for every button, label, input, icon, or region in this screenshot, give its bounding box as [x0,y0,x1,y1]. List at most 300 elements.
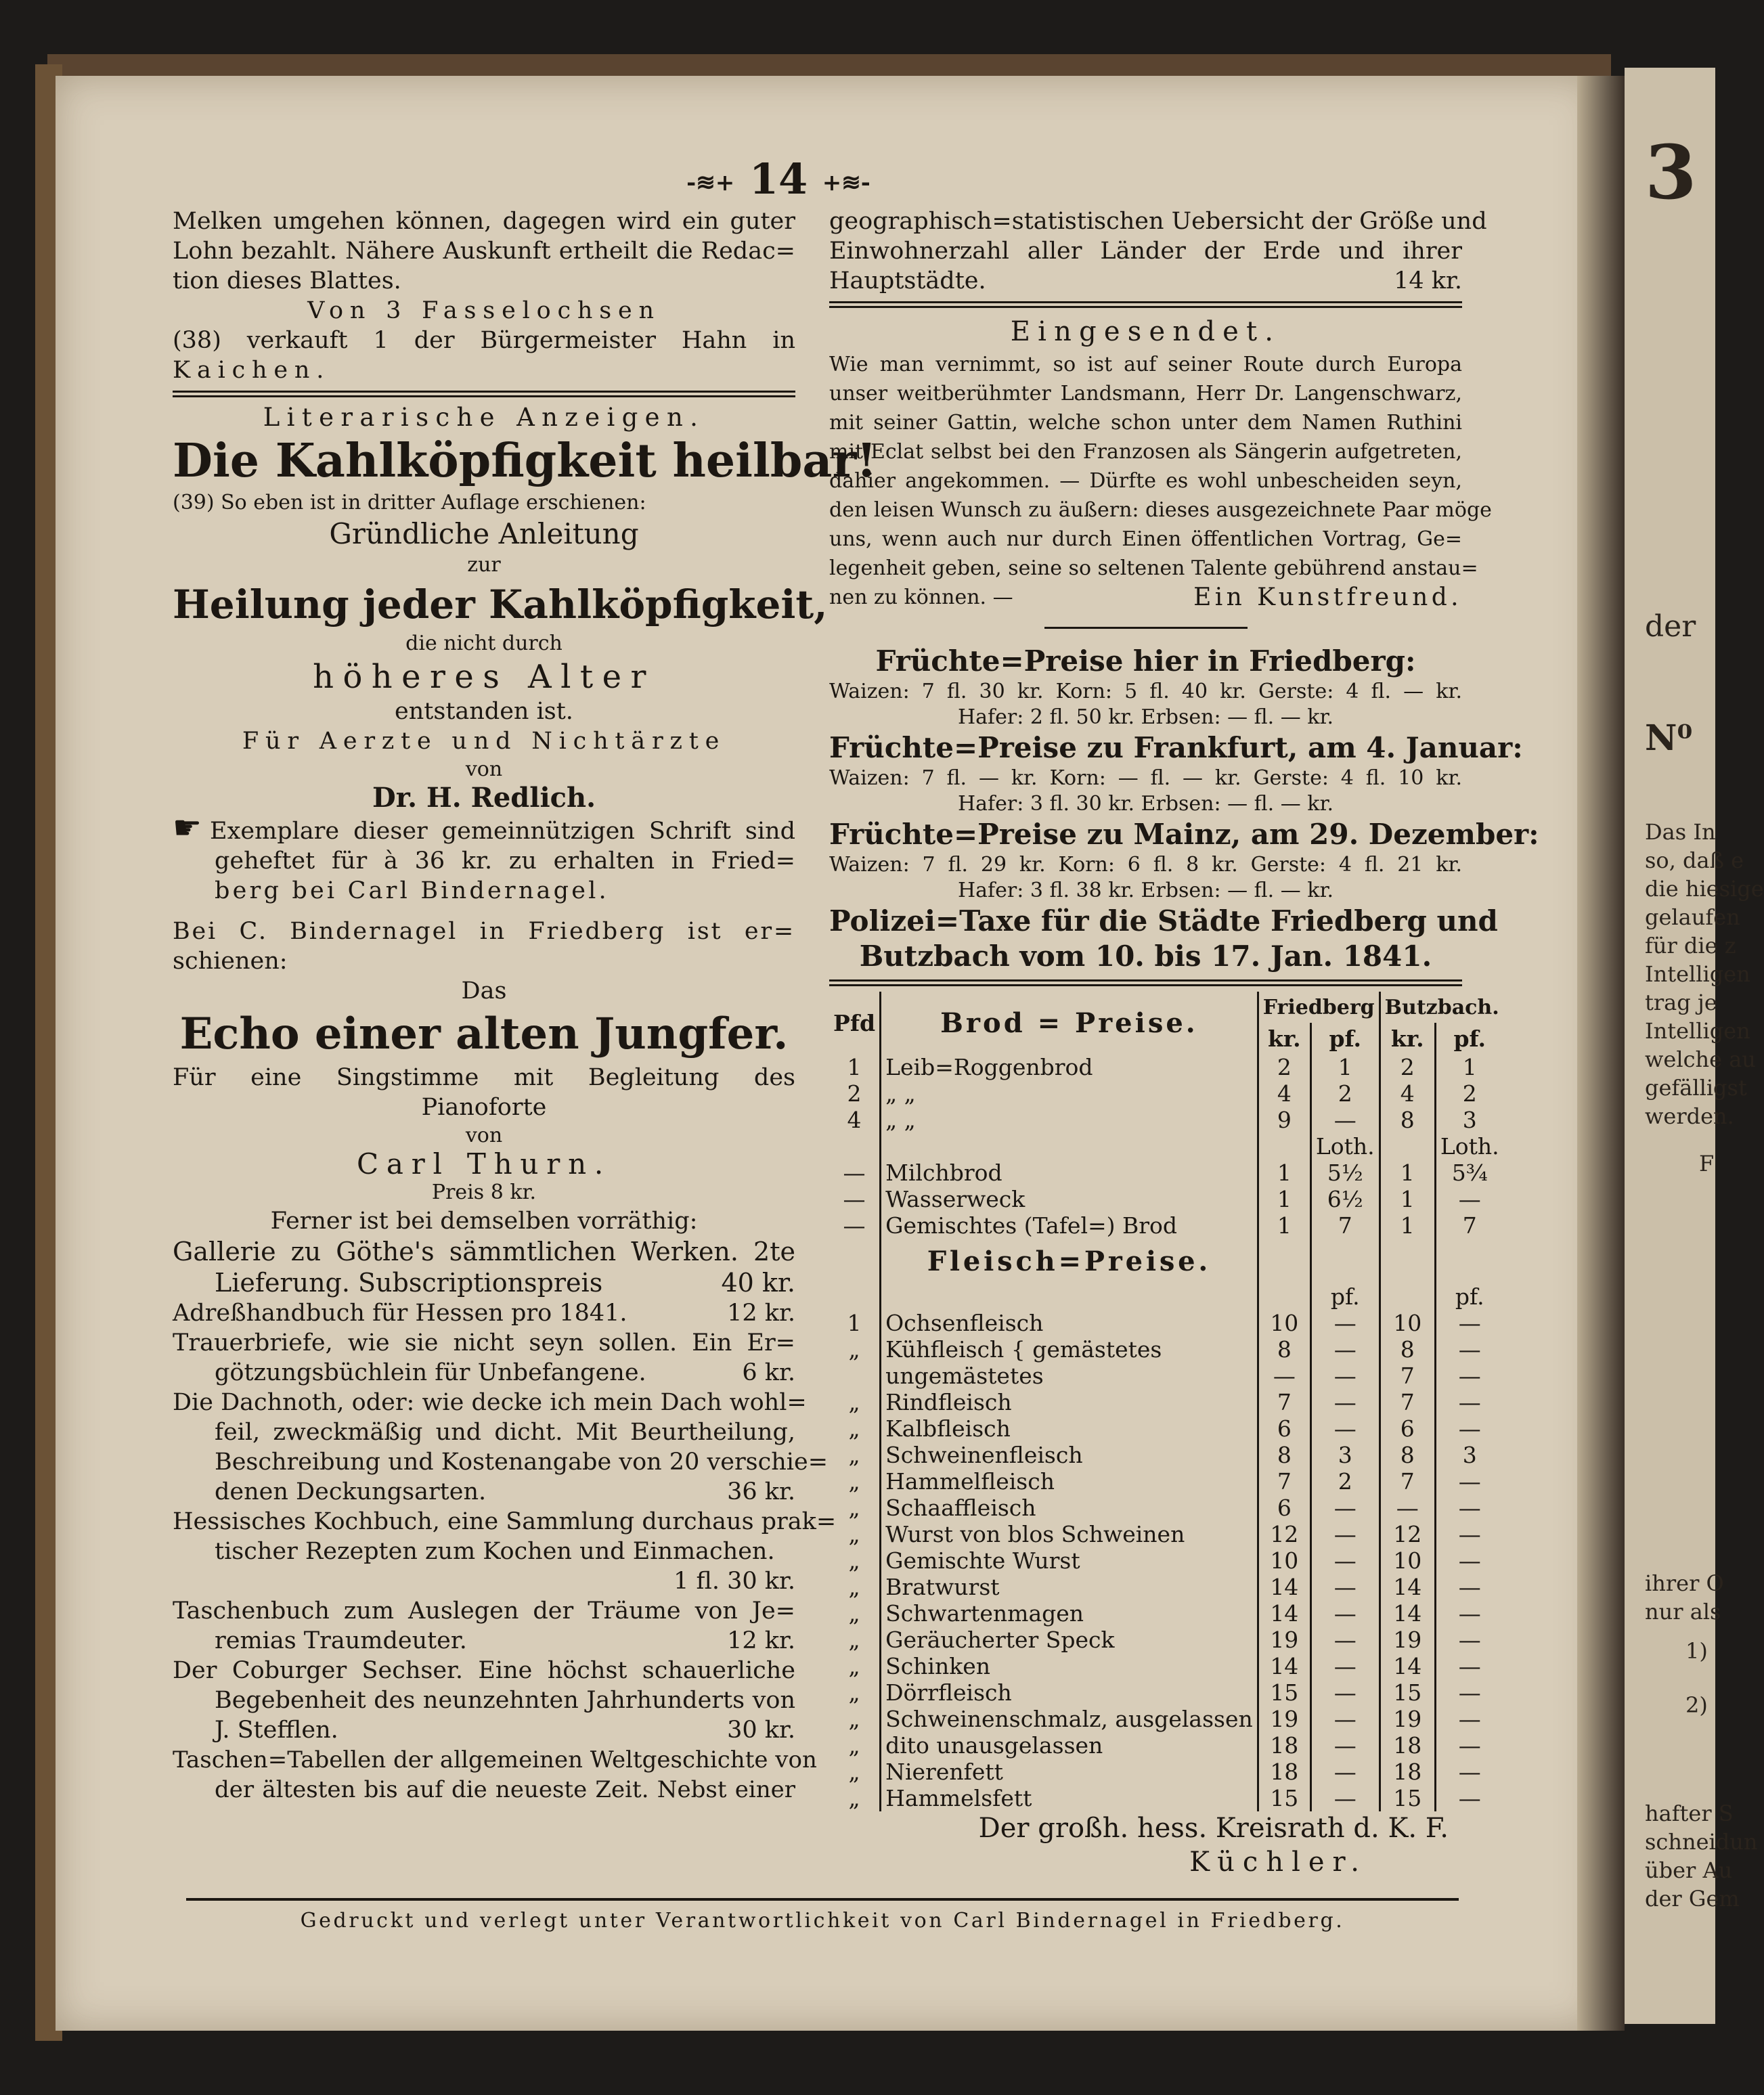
cell-weight: „ [848,1336,860,1363]
cell-item: Nierenfett [881,1759,1258,1785]
cell-weight: 1 [847,1054,862,1080]
page-number-value: 14 [749,154,808,204]
loth-row [829,1133,1503,1160]
cell-item: Hammelsfett [881,1785,1258,1811]
table-row [829,1706,1503,1732]
cell-butzbach-kr: 18 [1380,1732,1435,1759]
catalog-item: Taschen=Tabellen der allgemeinen Weltgeschichte von [173,1746,817,1773]
cell-friedberg-pf: — [1310,1574,1380,1600]
fruit-heading: Früchte=Preise zu Mainz, am 29. Dezember: [829,818,1539,851]
cell-butzbach-pf: — [1435,1495,1503,1521]
catalog-item: Beschreibung und Kostenangabe von 20 verschie= [215,1449,829,1476]
table-row [829,1363,1503,1389]
cell-friedberg-pf: — [1310,1547,1380,1574]
cell-item: Wasserweck [881,1186,1258,1212]
cell-item: Gemischte Wurst [881,1547,1258,1574]
ad39-author: Dr. H. Redlich. [372,782,596,814]
eing-line: mit seiner Gattin, welche schon unter dem Namen Ruthini [829,411,1462,435]
cell-item: Hammelfleisch [881,1468,1258,1495]
np-line: schneidun [1645,1829,1758,1855]
cell-butzbach-pf: — [1435,1732,1503,1759]
cell-item: Kühfleisch { gemästetes [881,1336,1258,1363]
pf-label: pf. [1310,1283,1380,1310]
cell-butzbach-pf: 7 [1435,1212,1503,1239]
cell-friedberg-kr: 15 [1258,1679,1310,1706]
cell-weight: 4 [847,1107,862,1133]
fleisch-heading-row [829,1239,1503,1283]
header-pf: pf. [1435,1023,1503,1054]
pf-label: pf. [1435,1283,1503,1310]
np-line: Das In [1645,819,1716,845]
cell-butzbach-kr: 19 [1380,1706,1435,1732]
cell-weight: „ [848,1732,860,1759]
item-text: Lieferung. Subscriptionspreis [215,1268,603,1298]
eing-line [829,583,1462,612]
table-row [829,1468,1503,1495]
table-row [829,1389,1503,1415]
cell-butzbach-pf: 3 [1435,1442,1503,1468]
table-row [829,1785,1503,1811]
table-row [829,1653,1503,1679]
polizei-heading: Butzbach vom 10. bis 17. Jan. 1841. [859,940,1432,973]
eing-line: unser weitberühmter Landsmann, Herr Dr. Langenschwarz, [829,382,1462,405]
cell-friedberg-pf: 7 [1310,1212,1380,1239]
page-number [677,154,880,204]
cell-item: Dörrfleisch [881,1679,1258,1706]
cell-butzbach-kr: 14 [1380,1653,1435,1679]
table-row [829,1186,1503,1212]
eing-line: uns, wenn auch nur durch Einen öffentlichen Vortrag, Ge= [829,527,1462,551]
cell-weight: „ [848,1627,860,1653]
cell-item: Leib=Roggenbrod [881,1054,1258,1080]
item-text: denen Deckungsarten. [215,1478,487,1505]
text-line: Lohn bezahlt. Nähere Auskunft ertheilt die Redac= [173,238,795,265]
ad38-heading: Von 3 Fasselochsen [307,297,661,324]
right-column [829,206,1539,1879]
item-price: 36 kr. [727,1478,795,1505]
cell-butzbach-kr: 7 [1380,1468,1435,1495]
header-pfd: Pfd [833,1009,876,1036]
cell-friedberg-kr: 10 [1258,1310,1310,1336]
table-row [829,1600,1503,1627]
next-page-fragment: 3 der N⁰ Das In so, daß e die hiesige gelaufen für die z Intelligen trag je Intelligen welche au gefälligst werden. F ihrer O nur als 1) 2) hafter S schneidun über Au der Gem [1625,68,1715,2024]
item-text: nen zu können. — [829,586,1013,609]
cell-butzbach-kr: 7 [1380,1363,1435,1389]
cell-butzbach-pf: — [1435,1759,1503,1785]
cell-friedberg-pf: — [1310,1759,1380,1785]
header-kr: kr. [1258,1023,1310,1054]
catalog-item: Hessisches Kochbuch, eine Sammlung durchaus prak= [173,1508,837,1535]
ad39-note-line: geheftet für à 36 kr. zu erhalten in Fried= [215,847,795,875]
item-text: J. Stefflen. [215,1717,338,1744]
divider [173,391,795,397]
catalog-item: Die Dachnoth, oder: wie decke ich mein Dach wohl= [173,1389,807,1416]
cell-butzbach-pf: — [1435,1679,1503,1706]
table-row [829,1495,1503,1521]
np-line: Intelligen [1645,1018,1750,1044]
cell-butzbach-kr: 4 [1380,1080,1435,1107]
cell-weight: „ [848,1679,860,1706]
table-row [829,1310,1503,1336]
cell-friedberg-pf: — [1310,1706,1380,1732]
cell-friedberg-pf: 5½ [1310,1160,1380,1186]
cell-weight: — [843,1160,866,1186]
cell-butzbach-kr: 14 [1380,1574,1435,1600]
table-row [829,1759,1503,1785]
cell-friedberg-pf: 2 [1310,1080,1380,1107]
cell-friedberg-pf: — [1310,1336,1380,1363]
ad39-main-title: Heilung jeder Kahlköpfigkeit, [173,581,828,627]
cell-friedberg-kr: 8 [1258,1442,1310,1468]
text-line: tion dieses Blattes. [173,267,401,294]
cell-friedberg-kr: 4 [1258,1080,1310,1107]
cell-item: Wurst von blos Schweinen [881,1521,1258,1547]
loth-label: Loth. [1435,1133,1503,1160]
cell-friedberg-pf: 2 [1310,1468,1380,1495]
item-price: 1 fl. 30 kr. [674,1568,795,1595]
cell-butzbach-pf: — [1435,1574,1503,1600]
item-text: götzungsbüchlein für Unbefangene. [215,1359,646,1386]
cell-weight: „ [848,1653,860,1679]
np-line: gefälligst [1645,1075,1747,1101]
cell-butzbach-kr: 15 [1380,1679,1435,1706]
fruit-line: Waizen: 7 fl. — kr. Korn: — fl. — kr. Gerste: 4 fl. 10 kr. [829,766,1462,790]
catalog-item [173,1358,795,1388]
catalog-item [173,1477,795,1507]
eing-line: mit Eclat selbst bei den Franzosen als Sängerin aufgetreten, [829,440,1462,464]
table-row [829,1547,1503,1574]
fruit-line: Waizen: 7 fl. 29 kr. Korn: 6 fl. 8 kr. Gerste: 4 fl. 21 kr. [829,853,1462,877]
divider [1044,627,1248,629]
table-row [829,1679,1503,1706]
table-header [829,992,1503,1023]
imprint: Gedruckt und verlegt unter Verantwortlichkeit von Carl Bindernagel in Friedberg. [300,1909,1345,1933]
catalog-item: Begebenheit des neunzehnten Jahrhunderts von [215,1687,795,1714]
book-gutter [1577,76,1625,2031]
cell-weight: „ [848,1495,860,1521]
fruit-heading: Früchte=Preise zu Frankfurt, am 4. Januar: [829,731,1523,764]
echo-author: Carl Thurn. [357,1147,611,1181]
cell-friedberg-pf: 3 [1310,1442,1380,1468]
cell-butzbach-kr: 10 [1380,1310,1435,1336]
brod-rows [829,1054,1503,1133]
ad39-line: zur [467,553,501,577]
text-line: Melken umgehen können, dagegen wird ein guter [173,208,795,235]
cell-friedberg-kr: 8 [1258,1336,1310,1363]
catalog-item: Taschenbuch zum Auslegen der Träume von Je= [173,1597,795,1625]
cell-weight: — [843,1186,866,1212]
signature-name: Küchler. [1189,1847,1367,1878]
catalog-item [173,1715,795,1745]
eingesendet-heading: Eingesendet. [1010,316,1281,347]
catalog-item: der ältesten bis auf die neueste Zeit. Nebst einer [215,1776,795,1803]
cell-butzbach-kr: 12 [1380,1521,1435,1547]
echo-price: Preis 8 kr. [431,1181,537,1204]
cell-weight: — [843,1212,866,1239]
ad39-line: Für Aerzte und Nichtärzte [242,728,726,755]
loth-label: Loth. [1310,1133,1380,1160]
fruit-line: Hafer: 3 fl. 38 kr. Erbsen: — fl. — kr. [957,879,1334,902]
eing-line: dahier angekommen. — Dürfte es wohl unbescheiden seyn, [829,469,1462,493]
ad39-title: Die Kahlköpfigkeit heilbar! [173,434,877,488]
cell-weight: „ [848,1706,860,1732]
ad38-text: (38) verkauft 1 der Bürgermeister Hahn in [173,327,795,354]
cell-weight: „ [848,1574,860,1600]
cell-weight [829,1363,881,1389]
table-row [829,1107,1503,1133]
cell-friedberg-kr: 6 [1258,1495,1310,1521]
echo-subtitle: Für eine Singstimme mit Begleitung des [173,1064,795,1091]
cell-butzbach-pf: 1 [1435,1054,1503,1080]
cell-butzbach-kr: 1 [1380,1160,1435,1186]
np-line: 1) [1685,1638,1708,1664]
np-line: Intelligen [1645,961,1750,987]
price-table [829,992,1503,1811]
cell-friedberg-kr: 1 [1258,1186,1310,1212]
item-price: 40 kr. [721,1268,795,1298]
cell-item: Rindfleisch [881,1389,1258,1415]
cell-friedberg-kr: 9 [1258,1107,1310,1133]
cell-item: ungemästetes [881,1363,1258,1389]
cell-butzbach-kr: 10 [1380,1547,1435,1574]
cell-friedberg-kr: 14 [1258,1574,1310,1600]
np-line: die hiesige [1645,876,1764,902]
cell-friedberg-kr: 14 [1258,1600,1310,1627]
cell-item: Schweinenschmalz, ausgelassen [881,1706,1258,1732]
cell-friedberg-kr: 12 [1258,1521,1310,1547]
cell-friedberg-kr: 1 [1258,1212,1310,1239]
text-line: Einwohnerzahl aller Länder der Erde und ihrer [829,238,1462,265]
table-row [829,1336,1503,1363]
cell-friedberg-kr: 19 [1258,1627,1310,1653]
cell-friedberg-kr: 18 [1258,1759,1310,1785]
header-friedberg: Friedberg [1258,992,1380,1023]
pf-row [829,1283,1503,1310]
np-line: über Au [1645,1857,1733,1883]
fruit-line: Hafer: 2 fl. 50 kr. Erbsen: — fl. — kr. [957,705,1334,729]
cell-weight: „ [848,1785,860,1811]
fleisch-heading: Fleisch=Preise. [881,1239,1258,1283]
eing-line: legenheit geben, seine so seltenen Talente gebührend anstau= [829,556,1478,580]
cell-friedberg-kr: — [1258,1363,1310,1389]
bindernagel-line: schienen: [173,948,288,975]
literary-heading: Literarische Anzeigen. [263,403,705,432]
fruit-heading: Früchte=Preise hier in Friedberg: [875,644,1416,678]
cell-item: Schweinenfleisch [881,1442,1258,1468]
cell-weight: „ [848,1389,860,1415]
cell-item: Schwartenmagen [881,1600,1258,1627]
cell-friedberg-pf: — [1310,1495,1380,1521]
cell-butzbach-pf: — [1435,1600,1503,1627]
echo-von: von [465,1124,503,1147]
cell-butzbach-kr: 1 [1380,1212,1435,1239]
cell-butzbach-pf: — [1435,1547,1503,1574]
echo-title: Echo einer alten Jungfer. [179,1009,789,1059]
ornament-right: +≋- [822,169,870,196]
cell-item: dito unausgelassen [881,1732,1258,1759]
catalog-item: feil, zweckmäßig und dicht. Mit Beurtheilung, [215,1419,795,1446]
cell-butzbach-kr: 8 [1380,1336,1435,1363]
cell-butzbach-pf: — [1435,1389,1503,1415]
divider [829,301,1462,308]
ad39-line: höheres Alter [313,658,655,696]
cell-butzbach-kr: 19 [1380,1627,1435,1653]
cell-butzbach-pf: 2 [1435,1080,1503,1107]
eing-line: Wie man vernimmt, so ist auf seiner Route durch Europa [829,353,1462,376]
cell-item: Milchbrod [881,1160,1258,1186]
np-line: werden. [1645,1103,1734,1129]
table-row [829,1080,1503,1107]
cell-butzbach-kr: 18 [1380,1759,1435,1785]
cell-friedberg-kr: 1 [1258,1160,1310,1186]
cell-butzbach-pf: — [1435,1706,1503,1732]
cell-weight: 1 [847,1310,862,1336]
brod-rows-2 [829,1160,1503,1239]
cell-weight: „ [848,1442,860,1468]
ad39-line: entstanden ist. [395,698,573,725]
cell-butzbach-pf: — [1435,1363,1503,1389]
cell-item: Bratwurst [881,1574,1258,1600]
item-price: 30 kr. [727,1717,795,1744]
ad39-note-line: berg bei Carl Bindernagel. [215,877,609,904]
item-text: remias Traumdeuter. [215,1627,467,1654]
ferner-line: Ferner ist bei demselben vorräthig: [270,1208,698,1235]
cell-item: Schaaffleisch [881,1495,1258,1521]
gallerie-line [173,1267,795,1298]
table-row [829,1415,1503,1442]
np-line: der Gem [1645,1886,1740,1912]
cell-item: Ochsenfleisch [881,1310,1258,1336]
cell-friedberg-kr: 15 [1258,1785,1310,1811]
cell-friedberg-kr: 18 [1258,1732,1310,1759]
item-text: Hauptstädte. [829,267,986,294]
catalog-item: tischer Rezepten zum Kochen und Einmachen. [215,1538,775,1565]
table-row [829,1442,1503,1468]
cell-butzbach-kr: 8 [1380,1107,1435,1133]
np-line: ihrer O [1645,1570,1724,1596]
catalog-item: Trauerbriefe, wie sie nicht seyn sollen. Ein Er= [173,1329,795,1357]
echo-subtitle: Pianoforte [421,1094,547,1121]
cell-weight: 2 [847,1080,862,1107]
item-price: 12 kr. [727,1627,795,1654]
echo-das: Das [461,977,507,1005]
item-text: Adreßhandbuch für Hessen pro 1841. [173,1300,627,1327]
np-number-label: N⁰ [1645,718,1693,759]
divider [829,979,1462,986]
np-line: trag je [1645,990,1717,1015]
catalog-item [173,1626,795,1656]
table-row [829,1732,1503,1759]
cell-butzbach-kr: 14 [1380,1600,1435,1627]
cell-item: Schinken [881,1653,1258,1679]
cell-butzbach-pf: — [1435,1310,1503,1336]
cell-friedberg-pf: — [1310,1363,1380,1389]
cell-friedberg-pf: — [1310,1600,1380,1627]
table-row [829,1627,1503,1653]
cell-butzbach-kr: 2 [1380,1054,1435,1080]
cell-friedberg-pf: 6½ [1310,1186,1380,1212]
cell-weight: „ [848,1521,860,1547]
cell-item: Geräucherter Speck [881,1627,1258,1653]
np-line: für die z [1645,933,1736,958]
cell-butzbach-pf: — [1435,1415,1503,1442]
cell-friedberg-pf: — [1310,1415,1380,1442]
cell-weight: „ [848,1468,860,1495]
cell-item: „ „ [881,1107,1258,1133]
cell-butzbach-pf: — [1435,1186,1503,1212]
fruit-line: Hafer: 3 fl. 30 kr. Erbsen: — fl. — kr. [957,792,1334,816]
cell-friedberg-kr: 7 [1258,1389,1310,1415]
table-row [829,1212,1503,1239]
table-row [829,1054,1503,1080]
cell-butzbach-pf: — [1435,1336,1503,1363]
ad39-line: die nicht durch [405,632,563,655]
cell-friedberg-pf: — [1310,1627,1380,1653]
cell-butzbach-pf: — [1435,1653,1503,1679]
ad39-note-line [173,809,795,847]
item-price: 6 kr. [742,1359,795,1386]
cell-friedberg-pf: — [1310,1732,1380,1759]
cell-friedberg-pf: — [1310,1107,1380,1133]
np-line: welche au [1645,1046,1756,1072]
cell-friedberg-pf: — [1310,1521,1380,1547]
np-line: gelaufen [1645,904,1740,930]
signature-line: Der großh. hess. Kreisrath d. K. F. [978,1813,1449,1844]
fleisch-rows [829,1310,1503,1811]
eing-line: den leisen Wunsch zu äußern: dieses ausgezeichnete Paar möge [829,498,1492,522]
text-line: geographisch=statistischen Uebersicht der Größe und [829,208,1487,235]
cell-butzbach-pf: 5¾ [1435,1160,1503,1186]
cell-friedberg-pf: — [1310,1785,1380,1811]
cell-butzbach-kr: 6 [1380,1415,1435,1442]
cell-friedberg-kr: 7 [1258,1468,1310,1495]
cell-friedberg-pf: — [1310,1653,1380,1679]
ad39-note-text: Exemplare dieser gemeinnützigen Schrift sind [210,818,795,845]
ad39-line: Gründliche Anleitung [329,517,639,550]
table-row [829,1521,1503,1547]
cell-friedberg-kr: 19 [1258,1706,1310,1732]
cell-friedberg-kr: 2 [1258,1054,1310,1080]
cell-friedberg-kr: 10 [1258,1547,1310,1574]
gallerie-line: Gallerie zu Göthe's sämmtlichen Werken. 2te [173,1237,795,1266]
cell-friedberg-kr: 14 [1258,1653,1310,1679]
polizei-heading: Polizei=Taxe für die Städte Friedberg und [829,904,1498,938]
cell-butzbach-kr: 1 [1380,1186,1435,1212]
cell-weight: „ [848,1759,860,1785]
item-price: 12 kr. [727,1300,795,1327]
np-line: hafter S [1645,1801,1734,1826]
cell-friedberg-pf: 1 [1310,1054,1380,1080]
cell-friedberg-kr: 6 [1258,1415,1310,1442]
np-line: so, daß e [1645,847,1744,873]
np-line: 2) [1685,1692,1708,1718]
np-fragment-der: der [1645,609,1696,644]
pointing-hand-icon: ☛ [173,809,202,847]
cell-butzbach-pf: — [1435,1785,1503,1811]
cell-butzbach-pf: — [1435,1521,1503,1547]
bindernagel-line: Bei C. Bindernagel in Friedberg ist er= [173,918,795,945]
cell-butzbach-pf: 3 [1435,1107,1503,1133]
ornament-left: -≋+ [686,169,735,196]
text-line [829,266,1462,296]
catalog-item [173,1298,795,1328]
cell-weight: „ [848,1600,860,1627]
cell-friedberg-pf: — [1310,1679,1380,1706]
np-line: nur als [1645,1599,1721,1625]
cell-friedberg-pf: — [1310,1310,1380,1336]
ad39-intro: (39) So eben ist in dritter Auflage erschienen: [173,491,646,514]
cell-item: Gemischtes (Tafel=) Brod [881,1212,1258,1239]
